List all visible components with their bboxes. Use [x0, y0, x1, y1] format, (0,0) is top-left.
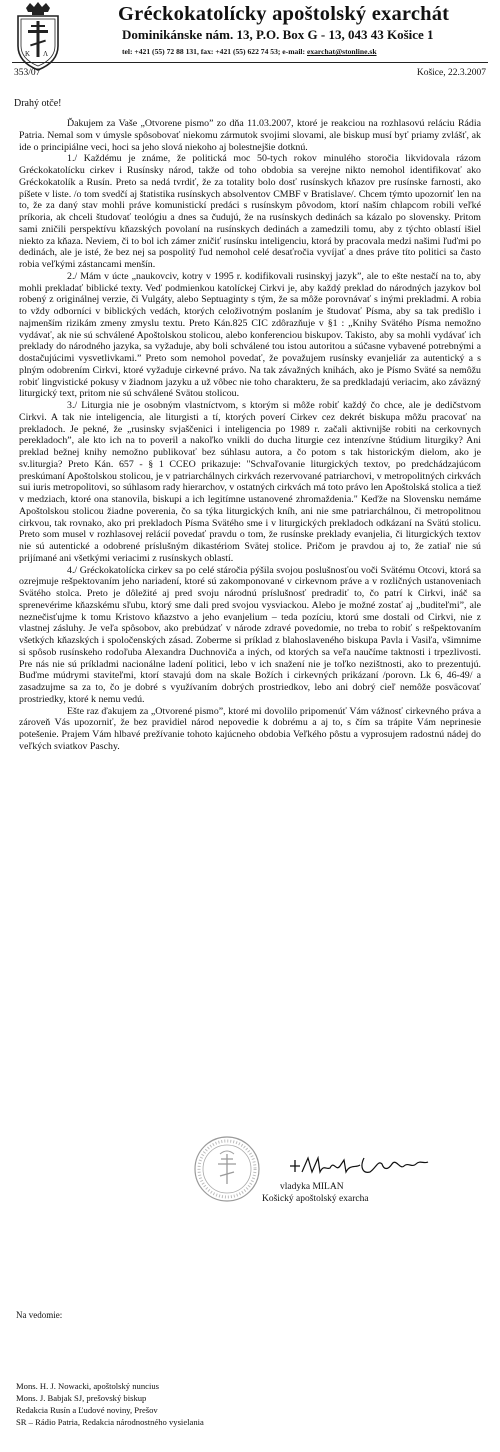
signatory-name: vladyka MILAN — [280, 1182, 344, 1192]
letter-body — [19, 118, 481, 753]
paragraph-point-1: 1./ Každému je známe, že politická moc 50-tych rokov minulého storočia likvidovala rázom Gréckokatolícku cirkev i Rusínsky národ, takže od toho obdobia sa verejne nikto nemohol identifikovať ako Gréckokatolík a Rusín. Preto sa nedá tvrdiť, že za totality bolo dosť rusínskych kňazov pre rusínske farnosti, ako píšete v liste. /o tom svedčí aj štatistika rusínskych absolventov CMBF v Bratislave/. Chcem týmto upozorniť len na to, že za daný stav mohli práve komunistickí predáci s rusínskym pôvodom, ktorí naším chlapcom robili veľké príkoria, ak chceli študovať teológiu a dnes sa čudujú, že na rusínskych dedinách sa kázalo po slovensky. Pritom sami zničili perspektívu kňazských povolaní na rusínskych dedinách a zamedzili tomu, aby z týchto oblastí išiel niekto za kňaza. Neviem, či to bol ich zámer zničiť rusínsku inteligenciu, ktorá by pracovala medzi našimi ľuďmi po dedinách, ale je isté, že bez nej sa pospolitý ľud nemohol celé desaťročia vyvíjať a dnes práve títo politici sa často robia veľkými zástancami menšín. — [19, 153, 481, 270]
letterhead-contact — [122, 47, 377, 56]
letterhead-address: Dominikánske nám. 13, P.O. Box G - 13, 043 43 Košice 1 — [122, 27, 434, 42]
cc-recipients — [16, 1381, 204, 1429]
letterhead-title: Gréckokatolícky apoštolský exarchát — [118, 3, 450, 25]
svg-text:K: K — [25, 50, 31, 58]
official-seal-stamp-icon — [192, 1134, 262, 1204]
paragraph-intro: Ďakujem za Vaše „Otvorene pismo” zo dňa 11.03.2007, ktoré je reakciou na rozhlasovú reláciu Rádia Patria. Nemal som v úmysle spôsobovať niekomu zármutok svojimi slovami, ale biskup musí byť priamy zvlášť, ak ide o principiálne veci, hoci sa jeho slová niekoho aj bolestnejšie dotknú. — [19, 118, 481, 153]
email-link[interactable]: exarchat@stonline.sk — [306, 47, 377, 56]
eparchy-crest-icon — [14, 2, 62, 74]
svg-text:Λ: Λ — [43, 50, 49, 58]
reference-number: 353/07 — [14, 68, 41, 78]
paragraph-point-2: 2./ Mám v úcte „naukovciv, kotry v 1995 r. kodifikovali rusinskyj jazyk”, ale to ešte nestačí na to, aby mohli prekladať biblické texty. Veď podmienkou katolíckej Cirkvi je, aby každý preklad do národných jazykov bol robený z originálnej verzie, či Vulgáty, alebo Septuaginty s tým, že sa môže porovnávať s inými prekladmi. A robia to vždy odborníci v biblických vedách, ktorých celoživotným poslaním je študovať Písma, aby sa tak predišlo i najmenším rizikám zmeny zmyslu textu. Preto Kán.825 CIC zdôrazňuje v §1 : „Knihy Svätého Písma nemožno vydávať, ak nie sú schválené Apoštolskou stolicou, alebo konferenciou biskupov. Takisto, aby sa mohli vydávať ich preklady do národného jazyka, sa vyžaduje, aby boli schválené tou istou autoritou a súčasne vybavené potrebnými a dostačujúcimi vysvetlivkami.” Preto som nemohol povedať, že považujem rusínsky evanjeliár za autentický a s plným odobrením Cirkvi, ktoré vyžaduje cirkevné právo. Na tak závažných knihách, ako je Písmo Sväté sa nemôžu robiť lingvistické pokusy v žiadnom jazyku a už vôbec nie toho charakteru, že sa predkladajú veriacim, ako záväzný liturgický text, pritom nie sú schválené Svätou stolicou. — [19, 270, 481, 400]
header-divider — [12, 62, 488, 63]
cc-recipient: Mons. J. Babjak SJ, prešovský biskup — [16, 1392, 147, 1403]
letter-date: Košice, 22.3.2007 — [416, 68, 486, 78]
cc-recipient: Mons. H. J. Nowacki, apoštolský nuncius — [16, 1381, 159, 1391]
contact-phones: tel: +421 (55) 72 88 131, fax: +421 (55) 622 74 53; e-mail: — [122, 47, 307, 56]
cc-recipient: Redakcia Rusín a Ľudové noviny, Prešov — [16, 1404, 158, 1415]
cc-label: Na vedomie: — [16, 1310, 63, 1320]
cc-recipient: SR – Rádio Patria, Redakcia národnostného vysielania — [16, 1416, 204, 1427]
paragraph-point-4: 4./ Gréckokatolícka cirkev sa po celé stáročia pýšila svojou poslušnosťou voči Svätému Otcovi, ktorá sa ozrejmuje rešpektovaním jeho nariadení, ktoré sú zakomponované v cirkevnom práve a v rozličných ustanoveniach Svätého stolca. Preto je dôležité aj pred svoju národnú príslušnosť predradiť to, čo patrí k Cirkvi, ináč sa sprenevérime kňazskému sľubu, ktorý sme dali pred svojou vysviackou. Alebo je možné zostať aj „buditeľmi”, ale neznečisťujme k tomu Kristovo kňazstvo a jeho evanjelium – teda pozíciu, ktorú sme dostali od Cirkvi, nie z vlastnej zásluhy. Je veľa spôsobov, ako prebúdzať v národe zdravé povedomie, no treba to robiť s rešpektovaním všetkých kňazských i spoločenských zásad. Zoberme si príklad z blahoslaveného biskupa Pavla i Vasiľa, všimnime si spôsob rusínskeho rodoľuba Alexandra Duchnoviča a iných, od ktorých sa veľa naučíme taktnosti i trpezlivosti. Pre nás nie sú príkladmi nacionálne ladení politici, lebo v ich snažení nie je toľko nezištnosti, ako to prezentujú. Buďme múdrymi staviteľmi, ktorí stavajú dom na skale Božích i cirkevných prikázaní /porovn. Lk 6, 46-49/ a zasadzujme sa za to, čo je dobré s využívaním dobrých prostriedkov, lebo ani dobrý cieľ nemôže posväcovať prostriedky, ktoré k nemu vedú. — [19, 564, 481, 705]
paragraph-point-3: 3./ Liturgia nie je osobným vlastníctvom, s ktorým si môže robiť každý čo chce, ale je dedičstvom Cirkvi. A tak nie inteligencia, ale liturgisti a tí, ktorých poverí Cirkev cez dekrét biskupa môžu pracovať na prekladoch. Je pekné, že „rusinsky svjaščenici i inteligencia po 1989 r. začali aktivnijše robiti na cerkovnych perekladoch”, ale kto ich na to poveril a nakoľko vnikli do ducha liturgie cez intenzívne štúdium liturgiky? Ani preklad bežnej knihy nemožno publikovať bez súhlasu autora, a čo potom s tak historickým dielom, ako je sv.liturgia? Preto Kán. 657 - § 1 CCEO prikazuje: "Schvaľovanie liturgických textov, po predchádzajúcom preskúmaní Apoštolskou stolicou, je v patriarchálnych cirkvách rezervované patriarchovi, v metropolitných cirkvách sui iuris metropolitovi, so súhlasom rady hierarchov, v ostatných cirkvách má toto právo len Apoštolská stolica a tiež v medziach, ktoré ona stanovila, biskupi a ich legitímne ustanovené zhromaždenia." Keďže na Slovensku nemáme Apoštolskou stolicou žiadne poverenia, čo sa týka liturgických kníh, ani nie sme patriarchálnou, či metropolitnou cirkvou, tak rovnako, ako pri prekladoch Písma Svätého sme i v liturgických prekladoch odkázaní na Svätú stolicu. Preto som musel v rozhlasovej relácií povedať pravdu o tom, že rusínske preklady evanjelia, či liturgických textov nie sú autentické a odobrené príslušným dikastériom Svätej stolice. Pričom je pravdou aj to, že zatiaľ nie sú prijímané ani všetkými veriacimi z rusínskych oblastí. — [19, 400, 482, 564]
paragraph-closing: Ešte raz ďakujem za „Otvorené pismo”, ktoré mi dovolilo pripomenúť Vám vážnosť cirkevného práva a zároveň Vás upozorniť, že bez pravidiel národ nepovedie k dobrému a aj to, s čím sa trápite Vám neprinesie potešenie. Prajem Vám hlbavé prežívanie tohoto kajúcneho obdobia Veľkého pôstu a vyprosujem radostnú nádej do veľkých sviatkov Paschy. — [19, 705, 481, 752]
handwritten-signature-icon — [286, 1152, 436, 1178]
salutation: Drahý otče! — [14, 98, 62, 109]
signatory-title: Košický apoštolský exarcha — [262, 1194, 369, 1204]
